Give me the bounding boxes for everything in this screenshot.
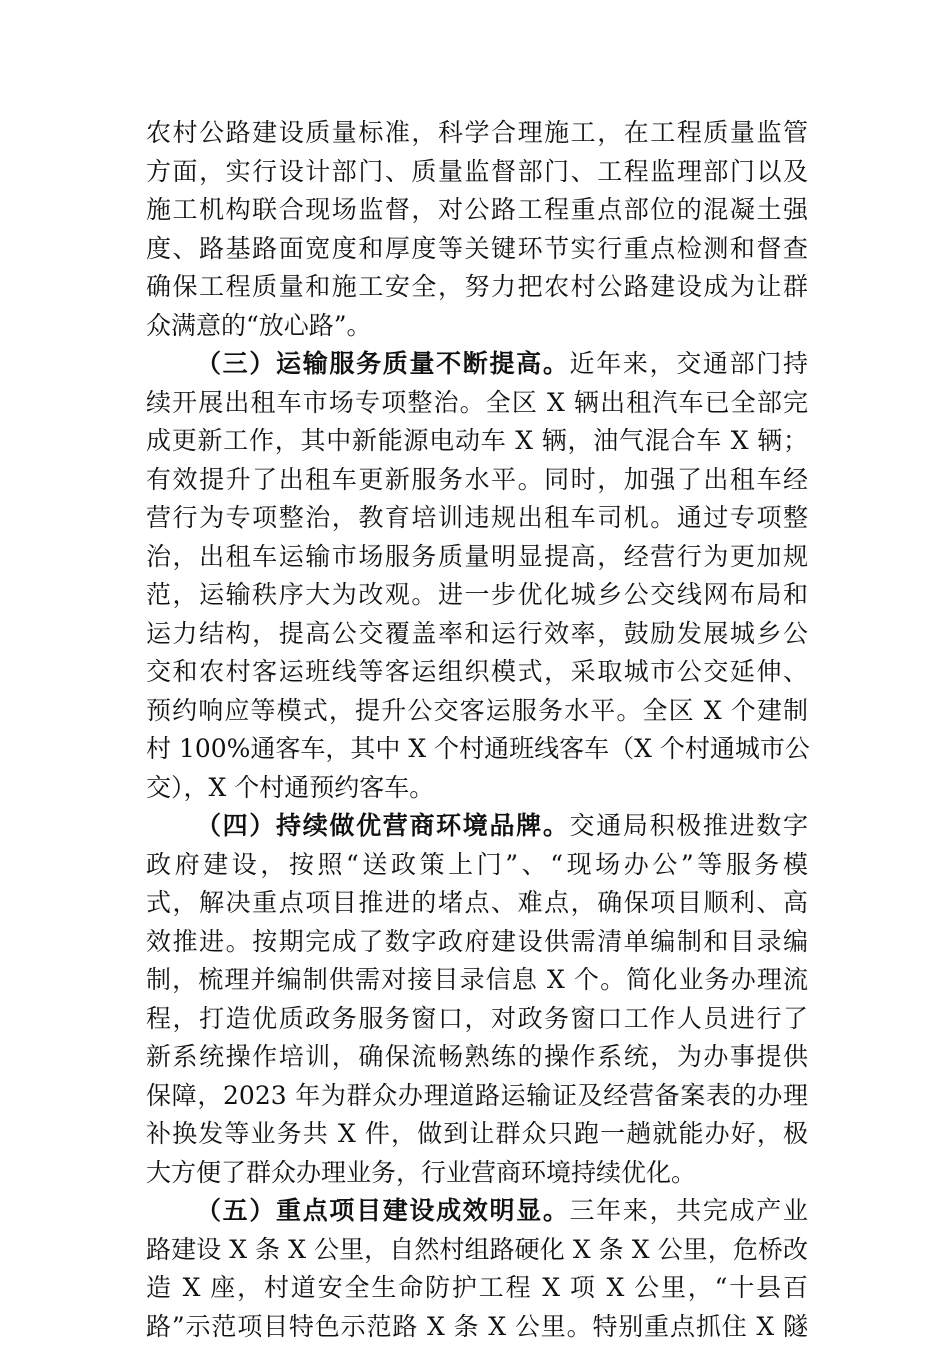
text-line: 续开展出租车市场专项整治。全区 X 辆出租汽车已全部完 (146, 384, 808, 423)
text-line: 补换发等业务共 X 件，做到让群众只跑一趟就能办好，极 (146, 1115, 808, 1154)
section-heading: （三）运输服务质量不断提高。 (196, 349, 570, 378)
text-line: 大方便了群众办理业务，行业营商环境持续优化。 (146, 1154, 808, 1193)
text-line: 路建设 X 条 X 公里，自然村组路硬化 X 条 X 公里，危桥改 (146, 1231, 808, 1270)
text-line: 范，运输秩序大为改观。进一步优化城乡公交线网布局和 (146, 576, 808, 615)
text-line: 施工机构联合现场监督，对公路工程重点部位的混凝土强 (146, 191, 808, 230)
section-four-first-line (146, 807, 808, 846)
text-line-body: 三年来，共完成产业 (570, 1196, 808, 1225)
text-line-body: 交通局积极推进数字 (570, 811, 808, 840)
text-line: 效推进。按期完成了数字政府建设供需清单编制和目录编 (146, 923, 808, 962)
text-line: 确保工程质量和施工安全，努力把农村公路建设成为让群 (146, 268, 808, 307)
section-heading: （四）持续做优营商环境品牌。 (196, 811, 570, 840)
section-five-first-line (146, 1192, 808, 1231)
text-line: 农村公路建设质量标准，科学合理施工，在工程质量监管 (146, 114, 808, 153)
text-line: 村 100%通客车，其中 X 个村通班线客车（X 个村通城市公 (146, 730, 808, 769)
text-line-body: 近年来，交通部门持 (570, 349, 808, 378)
text-line: 方面，实行设计部门、质量监督部门、工程监理部门以及 (146, 153, 808, 192)
text-line: 有效提升了出租车更新服务水平。同时，加强了出租车经 (146, 461, 808, 500)
text-line: 众满意的“放心路”。 (146, 307, 808, 346)
text-line: 程，打造优质政务服务窗口，对政务窗口工作人员进行了 (146, 1000, 808, 1039)
section-heading: （五）重点项目建设成效明显。 (196, 1196, 570, 1225)
text-line: 制，梳理并编制供需对接目录信息 X 个。简化业务办理流 (146, 961, 808, 1000)
text-line: 交），X 个村通预约客车。 (146, 769, 808, 808)
text-line: 治，出租车运输市场服务质量明显提高，经营行为更加规 (146, 538, 808, 577)
text-line: 交和农村客运班线等客运组织模式，采取城市公交延伸、 (146, 653, 808, 692)
text-line: 式，解决重点项目推进的堵点、难点，确保项目顺利、高 (146, 884, 808, 923)
text-line: 新系统操作培训，确保流畅熟练的操作系统，为办事提供 (146, 1038, 808, 1077)
text-line: 政府建设，按照“送政策上门”、“现场办公”等服务模 (146, 846, 808, 885)
section-three-first-line (146, 345, 808, 384)
text-line: 造 X 座，村道安全生命防护工程 X 项 X 公里，“十县百 (146, 1269, 808, 1308)
text-line: 运力结构，提高公交覆盖率和运行效率，鼓励发展城乡公 (146, 615, 808, 654)
text-line: 预约响应等模式，提升公交客运服务水平。全区 X 个建制 (146, 692, 808, 731)
text-line: 保障，2023 年为群众办理道路运输证及经营备案表的办理 (146, 1077, 808, 1116)
text-line: 度、路基路面宽度和厚度等关键环节实行重点检测和督查 (146, 230, 808, 269)
text-line: 成更新工作，其中新能源电动车 X 辆，油气混合车 X 辆； (146, 422, 808, 461)
document-page (146, 114, 808, 1346)
text-line: 营行为专项整治，教育培训违规出租车司机。通过专项整 (146, 499, 808, 538)
text-line: 路”示范项目特色示范路 X 条 X 公里。特别重点抓住 X 隧 (146, 1308, 808, 1346)
